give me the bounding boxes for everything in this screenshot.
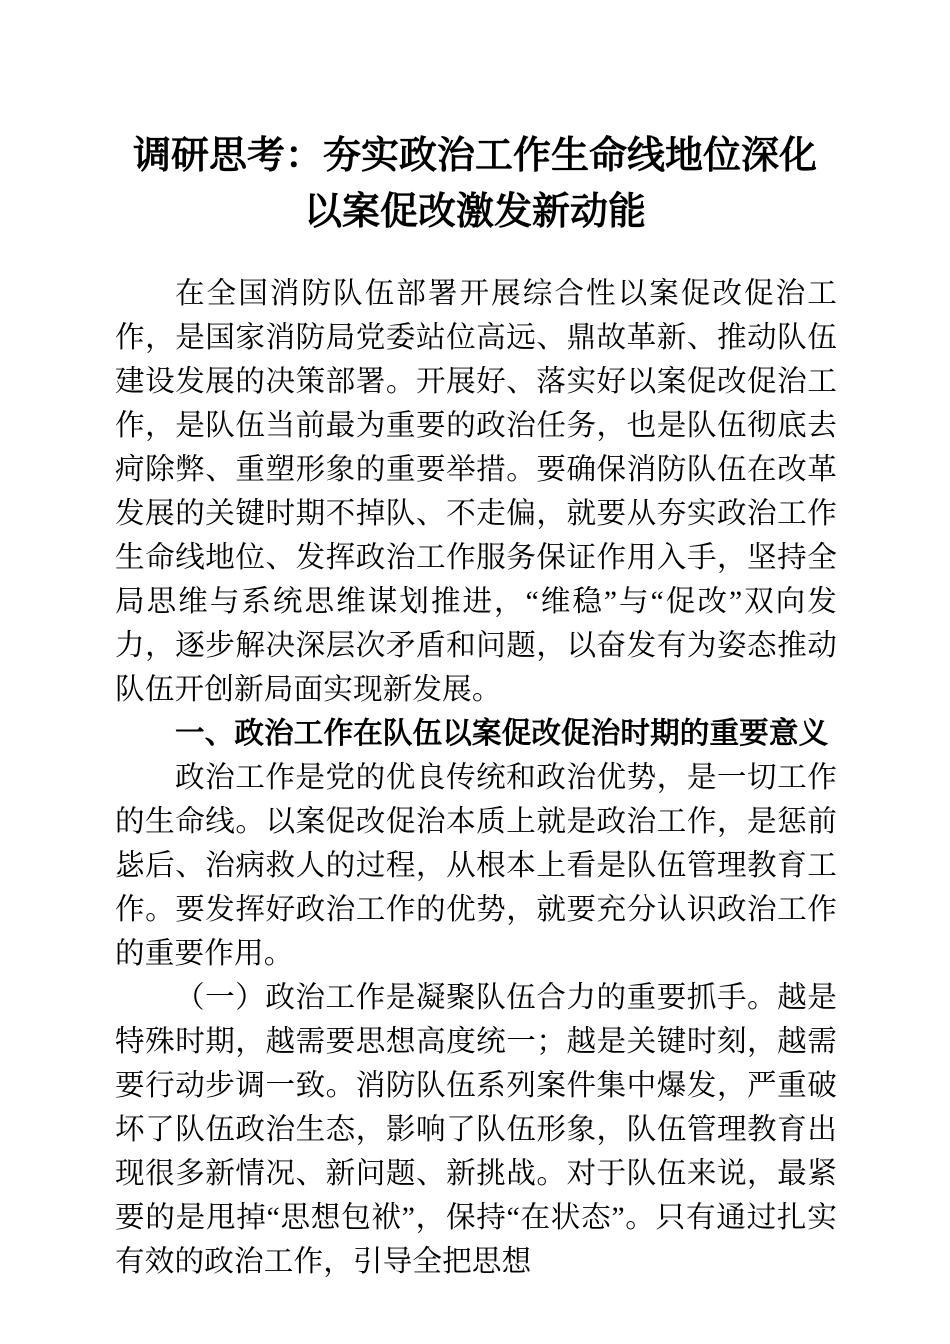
document-content-flow [115, 272, 837, 1284]
paragraph-intro: 在全国消防队伍部署开展综合性以案促改促治工作，是国家消防局党委站位高远、鼎故革新、推动队伍建设发展的决策部署。开展好、落实好以案促改促治工作，是队伍当前最为重要的政治任务，也是队伍彻底去疴除弊、重塑形象的重要举措。要确保消防队伍在改革发展的关键时期不掉队、不走偏，就要从夯实政治工作生命线地位、发挥政治工作服务保证作用入手，坚持全局思维与系统思维谋划推进，“维稳”与“促改”双向发力，逐步解决深层次矛盾和问题，以奋发有为姿态推动队伍开创新局面实现新发展。 [115, 278, 837, 706]
paragraph-subsection-one: （一）政治工作是凝聚队伍合力的重要抓手。越是特殊时期，越需要思想高度统一；越是关键时刻，越需要行动步调一致。消防队伍系列案件集中爆发，严重破坏了队伍政治生态，影响了队伍形象，队伍管理教育出现很多新情况、新问题、新挑战。对于队伍来说，最紧要的是甩掉“思想包袱”，保持“在状态”。只有通过扎实有效的政治工作，引导全把思想 [115, 982, 837, 1278]
paragraph-political-work-tradition: 政治工作是党的优良传统和政治优势，是一切工作的生命线。以案促改促治本质上就是政治工作，是惩前毖后、治病救人的过程，从根本上看是队伍管理教育工作。要发挥好政治工作的优势，就要充分认识政治工作的重要作用。 [115, 762, 837, 970]
page-title: 调研思考：夯实政治工作生命线地位深化以案促改激发新动能 [132, 135, 817, 233]
heading-section-one: 一、政治工作在队伍以案促改促治时期的重要意义 [175, 717, 829, 750]
